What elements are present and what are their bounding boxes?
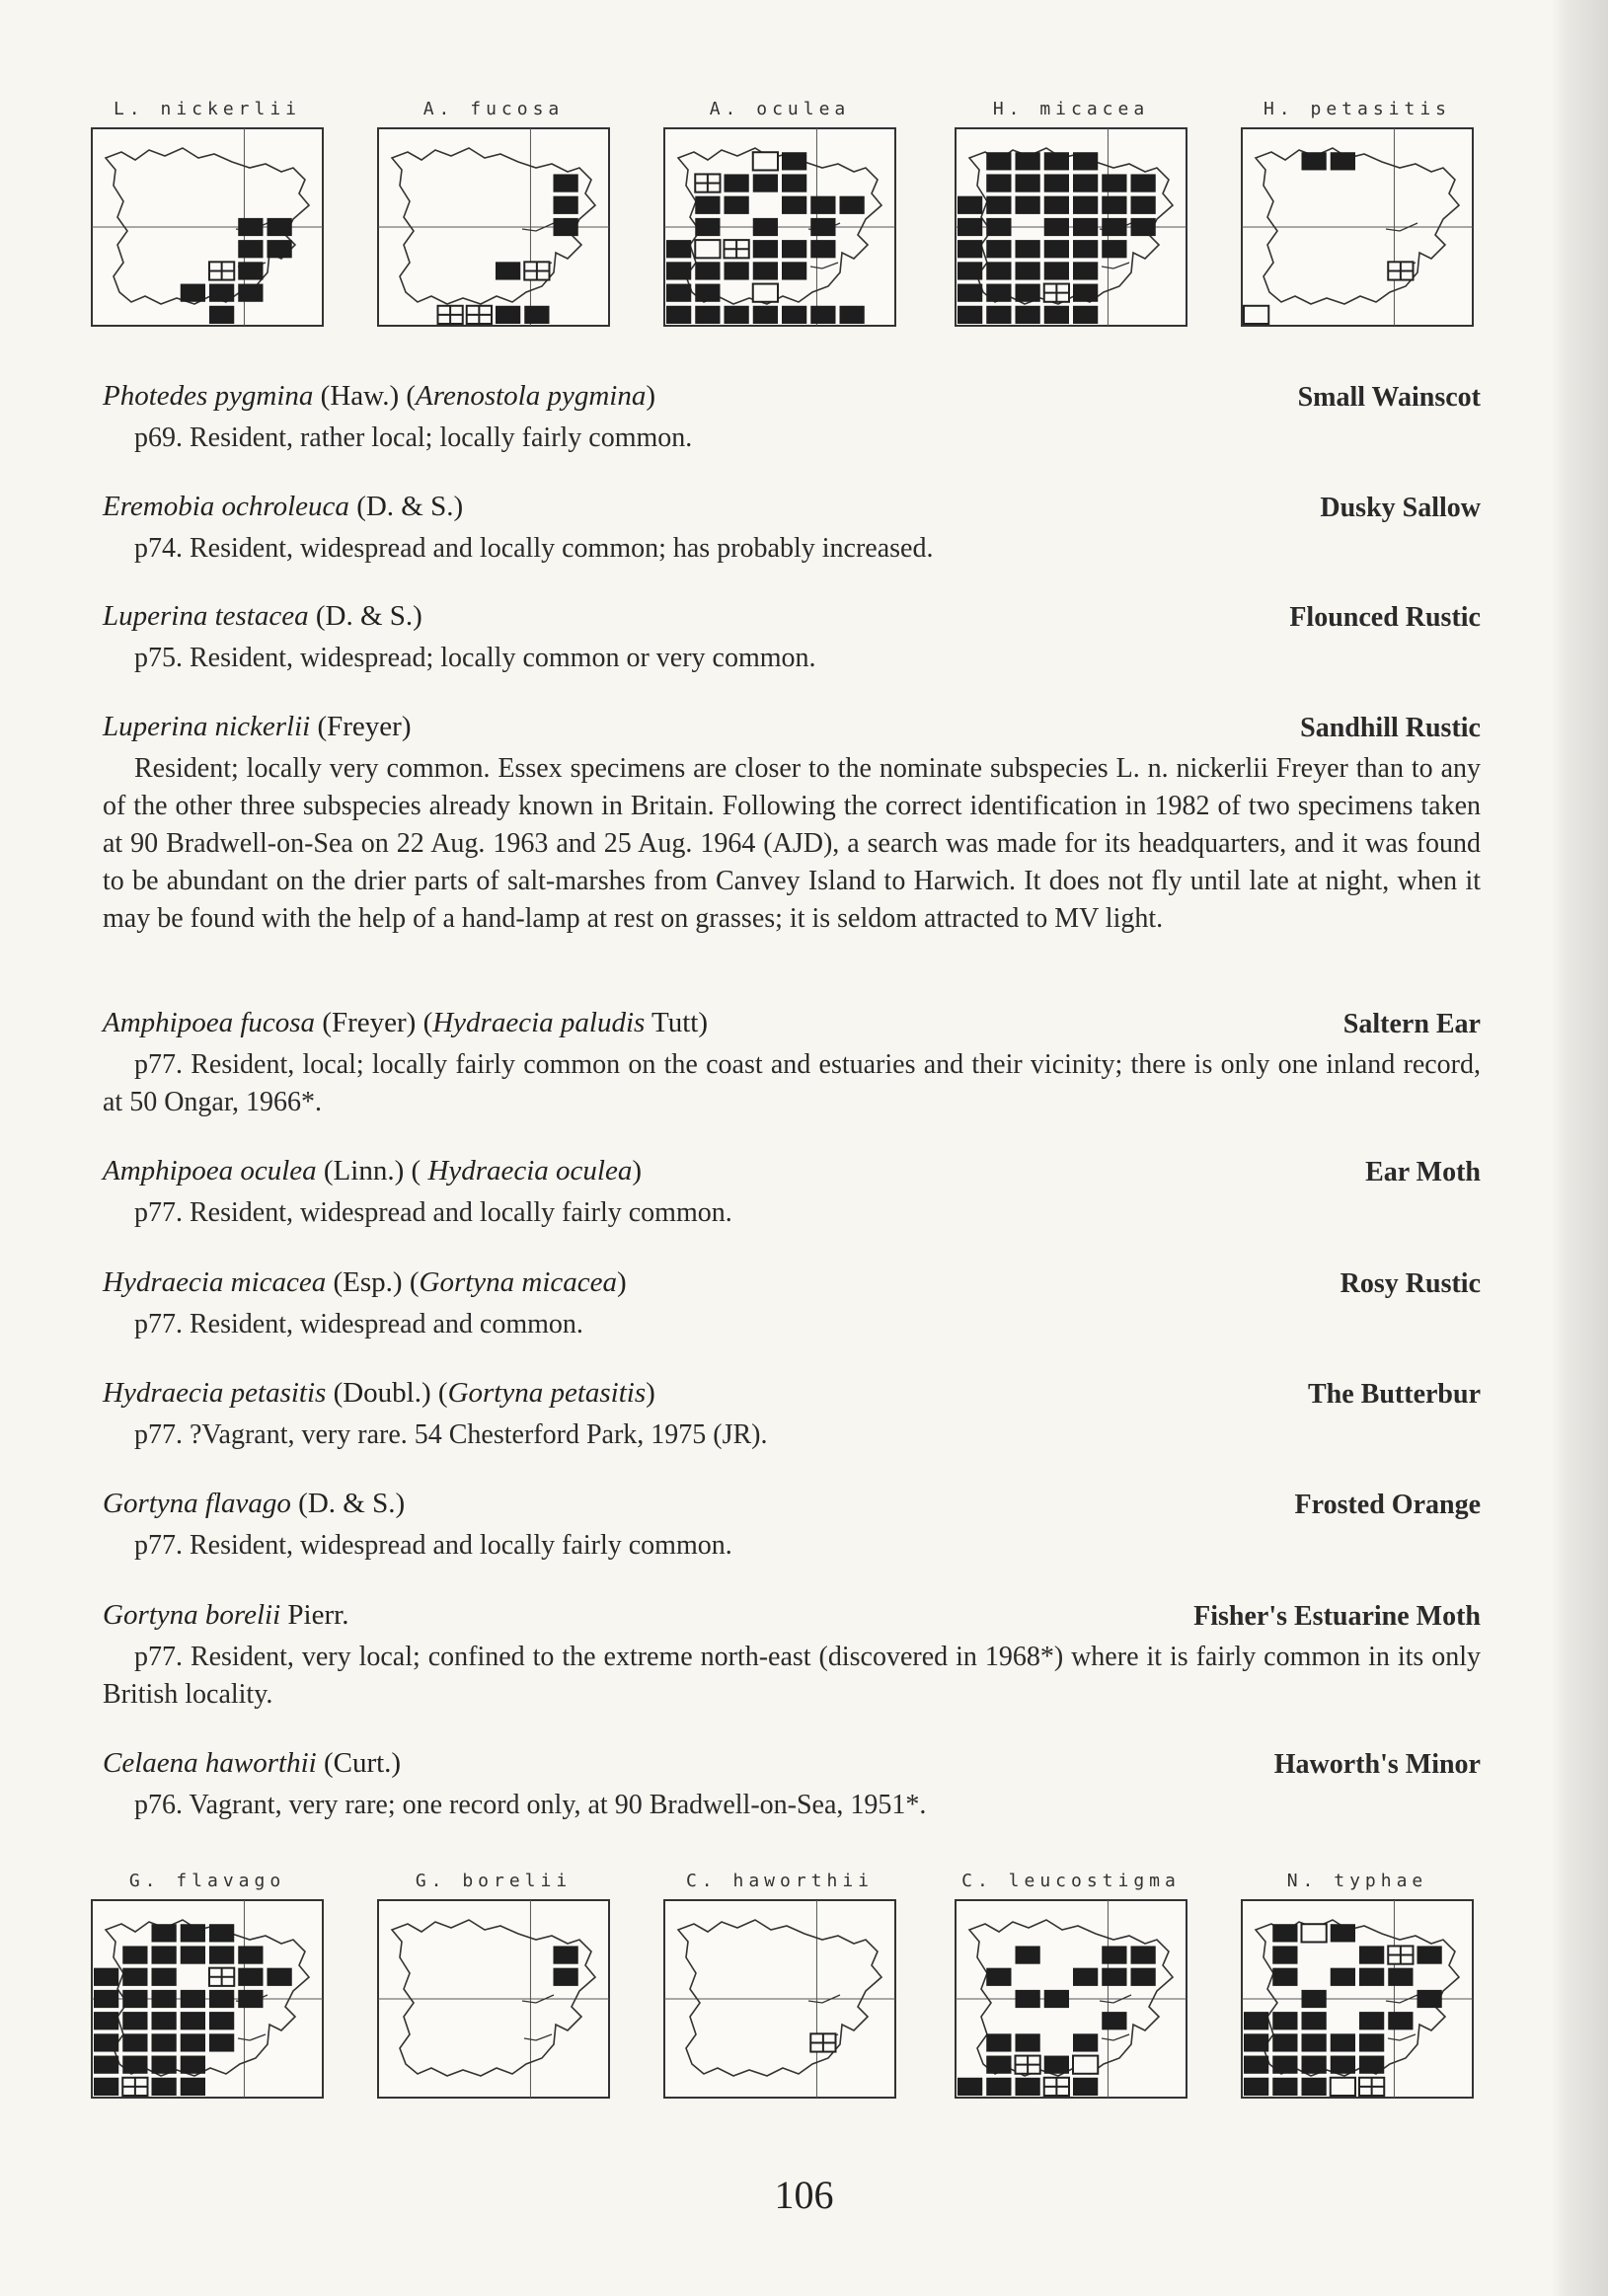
species-text: p77. Resident, widespread and locally fairly common. (134, 1197, 732, 1228)
species-entry (103, 1747, 1481, 1824)
record-square (122, 2012, 147, 2029)
english-name: Fisher's Estuarine Moth (1193, 1601, 1481, 1632)
record-square (1044, 240, 1069, 258)
record-square (753, 306, 778, 324)
english-name: Flounced Rustic (1289, 602, 1481, 633)
record-square (725, 306, 749, 324)
english-name: Ear Moth (1365, 1157, 1481, 1187)
record-square (1331, 2033, 1355, 2051)
record-square (181, 1990, 205, 2008)
species-text: Resident; locally very common. Essex specimens are closer to the nominate subspecies L. n. nickerlii Freyer than to any of the other three subspecies already known in Britain. Following the correct identification in 1982 of two specimens taken at 90 Bradwell-on-Sea on 22 Aug. 1963 and 25 Aug. 1964 (AJD), a search was made for its headquarters, and it was found to be abundant on the drier parts of salt-marshes from Canvey Island to Harwich. It does not fly until late at night, when it may be found with the help of a hand-lamp at rest on grasses; it is seldom attracted to MV light. (103, 753, 1481, 934)
record-square (986, 284, 1011, 302)
record-square (1016, 196, 1040, 214)
map-svg (370, 124, 617, 332)
record-square (986, 2056, 1011, 2074)
record-square (1016, 1946, 1040, 1963)
record-square (986, 1968, 1011, 1986)
english-name: Sandhill Rustic (1300, 713, 1481, 743)
record-square (1331, 1924, 1355, 1942)
record-square (496, 262, 520, 279)
map-label: A. fucosa (422, 99, 565, 119)
record-square (753, 262, 778, 279)
species-entry (103, 1377, 1481, 1454)
record-square (1044, 152, 1069, 170)
record-square (554, 1946, 578, 1963)
map-svg (1234, 1896, 1481, 2104)
record-square (1102, 1968, 1126, 1986)
record-square (152, 1924, 177, 1942)
map-label: N. typhae (1286, 1871, 1428, 1891)
record-square (181, 2056, 205, 2074)
record-square (666, 240, 691, 258)
record-square (782, 240, 806, 258)
record-square (181, 1924, 205, 1942)
record-square (122, 1946, 147, 1963)
record-square (1244, 2078, 1268, 2096)
scientific-name-line: Amphipoea oculea (Linn.) ( Hydraecia oculea) (103, 1155, 643, 1186)
record-square (1016, 174, 1040, 191)
record-square (957, 284, 982, 302)
record-square (695, 284, 720, 302)
record-square (1272, 2012, 1297, 2029)
record-square (1417, 1946, 1442, 1963)
distribution-map (948, 99, 1194, 332)
record-square (753, 240, 778, 258)
species-text: p69. Resident, rather local; locally fairly common. (134, 422, 693, 453)
page-number: 106 (774, 2173, 834, 2217)
scientific-name-line: Luperina nickerlii (Freyer) (103, 711, 412, 742)
map-svg (370, 1896, 617, 2104)
record-square (554, 196, 578, 214)
species-text: p76. Vagrant, very rare; one record only, at 90 Bradwell-on-Sea, 1951*. (134, 1790, 927, 1820)
distribution-maps-top (0, 99, 1608, 336)
record-square (695, 306, 720, 324)
record-square (1016, 262, 1040, 279)
distribution-map (948, 1871, 1194, 2104)
record-square (986, 2033, 1011, 2051)
record-square (554, 218, 578, 236)
record-square (782, 196, 806, 214)
record-square (1016, 240, 1040, 258)
record-square (1044, 218, 1069, 236)
species-text: p77. Resident, widespread and common. (134, 1309, 583, 1339)
distribution-map (370, 1871, 617, 2104)
record-square (122, 2056, 147, 2074)
record-square (1359, 2056, 1384, 2074)
record-square (782, 262, 806, 279)
map-label: L. nickerlii (113, 99, 302, 119)
species-entry (103, 711, 1481, 938)
record-square (1131, 174, 1156, 191)
record-square (122, 1990, 147, 2008)
record-square (94, 2033, 118, 2051)
record-square (840, 306, 865, 324)
scientific-name-line: Celaena haworthii (Curt.) (103, 1747, 402, 1779)
record-square (986, 240, 1011, 258)
species-text: p77. ?Vagrant, very rare. 54 Chesterford Park, 1975 (JR). (134, 1419, 768, 1450)
record-square (1073, 2033, 1098, 2051)
record-square (94, 1968, 118, 1986)
record-square-open (753, 152, 778, 170)
record-square (1044, 262, 1069, 279)
scientific-name-line: Luperina testacea (D. & S.) (103, 600, 422, 632)
record-square (666, 262, 691, 279)
record-square (238, 262, 263, 279)
map-label: H. petasitis (1263, 99, 1452, 119)
record-square (1102, 218, 1126, 236)
record-square (1302, 2033, 1327, 2051)
record-square (695, 218, 720, 236)
record-square (181, 284, 205, 302)
record-square (1073, 218, 1098, 236)
record-square (94, 2012, 118, 2029)
record-square (725, 196, 749, 214)
record-square (1073, 284, 1098, 302)
species-entry (103, 1007, 1481, 1121)
record-square (957, 218, 982, 236)
record-square (725, 262, 749, 279)
record-square (1016, 2078, 1040, 2096)
record-square (1073, 262, 1098, 279)
record-square (152, 2033, 177, 2051)
record-square (1417, 1990, 1442, 2008)
record-square-open (1331, 2078, 1355, 2096)
english-name: The Butterbur (1308, 1379, 1481, 1410)
record-square (1102, 240, 1126, 258)
species-entry (103, 1266, 1481, 1343)
species-entry (103, 380, 1481, 457)
record-square (957, 306, 982, 324)
distribution-map (656, 1871, 903, 2104)
english-name: Saltern Ear (1342, 1009, 1481, 1039)
record-square (782, 174, 806, 191)
record-square (209, 1990, 234, 2008)
scientific-name-line: Eremobia ochroleuca (D. & S.) (103, 491, 464, 522)
english-name: Small Wainscot (1297, 382, 1481, 413)
record-square (1044, 174, 1069, 191)
record-square (94, 2056, 118, 2074)
record-square (152, 1946, 177, 1963)
record-square (238, 1968, 263, 1986)
record-square (1302, 2078, 1327, 2096)
record-square (181, 2078, 205, 2096)
record-square (782, 306, 806, 324)
english-name: Haworth's Minor (1273, 1749, 1481, 1780)
record-square (753, 174, 778, 191)
record-square (1331, 1968, 1355, 1986)
species-text: p77. Resident, local; locally fairly common on the coast and estuaries and their vicinity; there is only one inland record, at 50 Ongar, 1966*. (103, 1049, 1481, 1117)
record-square (1102, 1946, 1126, 1963)
record-square (695, 262, 720, 279)
record-square (496, 306, 520, 324)
record-square (1272, 1946, 1297, 1963)
record-square (753, 218, 778, 236)
record-square (986, 196, 1011, 214)
record-square (1244, 2033, 1268, 2051)
record-square (122, 2033, 147, 2051)
record-square (986, 152, 1011, 170)
record-square (1044, 1990, 1069, 2008)
record-square-open (1073, 2056, 1098, 2074)
map-svg (656, 124, 903, 332)
record-square-open (753, 284, 778, 302)
record-square (1073, 306, 1098, 324)
map-label: H. micacea (992, 99, 1150, 119)
record-square (1016, 284, 1040, 302)
record-square (1388, 1968, 1413, 1986)
record-square (1272, 1924, 1297, 1942)
scientific-name-line: Amphipoea fucosa (Freyer) (Hydraecia paludis Tutt) (103, 1007, 708, 1038)
record-square (1102, 196, 1126, 214)
record-square (810, 240, 835, 258)
distribution-map (84, 1871, 331, 2104)
record-square (1359, 2012, 1384, 2029)
record-square (209, 306, 234, 324)
record-square (1302, 2056, 1327, 2074)
record-square (1044, 306, 1069, 324)
distribution-map (84, 99, 331, 332)
record-square (725, 174, 749, 191)
record-square (1016, 2033, 1040, 2051)
scientific-name-line: Gortyna flavago (D. & S.) (103, 1488, 406, 1519)
record-square (1044, 196, 1069, 214)
scientific-name-line: Hydraecia micacea (Esp.) (Gortyna micacea) (103, 1266, 627, 1298)
record-square (1244, 2056, 1268, 2074)
record-square (1131, 1946, 1156, 1963)
record-square (840, 196, 865, 214)
record-square (1073, 1968, 1098, 1986)
record-square (268, 1968, 292, 1986)
record-square (1244, 2012, 1268, 2029)
map-label: C. haworthii (685, 1871, 875, 1891)
record-square (1073, 152, 1098, 170)
record-square (209, 284, 234, 302)
record-square (1073, 174, 1098, 191)
record-square (209, 1946, 234, 1963)
record-square (152, 2056, 177, 2074)
record-square (1302, 1990, 1327, 2008)
record-square (94, 1990, 118, 2008)
record-square (94, 2078, 118, 2096)
record-square-open (695, 240, 720, 258)
record-square (1388, 2012, 1413, 2029)
record-square (957, 2078, 982, 2096)
record-square (238, 240, 263, 258)
distribution-maps-bottom (0, 1871, 1608, 2107)
record-square (695, 196, 720, 214)
distribution-map (1234, 1871, 1481, 2104)
record-square (238, 284, 263, 302)
record-square (1102, 2012, 1126, 2029)
record-square (1131, 1968, 1156, 1986)
record-square (957, 262, 982, 279)
record-square (1272, 2078, 1297, 2096)
species-entry (103, 600, 1481, 677)
record-square (986, 174, 1011, 191)
species-entry (103, 1488, 1481, 1565)
record-square (986, 218, 1011, 236)
record-square (268, 240, 292, 258)
english-name: Rosy Rustic (1340, 1268, 1481, 1299)
record-square (181, 1946, 205, 1963)
map-svg (1234, 124, 1481, 332)
record-square (238, 1946, 263, 1963)
record-square (666, 306, 691, 324)
record-square (1359, 2033, 1384, 2051)
species-entry (103, 1599, 1481, 1714)
record-square (209, 2012, 234, 2029)
record-square (1044, 2056, 1069, 2074)
record-square (1272, 2033, 1297, 2051)
scientific-name-line: Hydraecia petasitis (Doubl.) (Gortyna petasitis) (103, 1377, 655, 1409)
record-square-open (1302, 1924, 1327, 1942)
species-text: p77. Resident, very local; confined to the extreme north-east (discovered in 1968*) where it is fairly common in its only British locality. (103, 1642, 1481, 1710)
record-square-open (1244, 306, 1268, 324)
species-text: p75. Resident, widespread; locally common or very common. (134, 643, 816, 673)
record-square (238, 1990, 263, 2008)
map-label: G. flavago (128, 1871, 286, 1891)
map-svg (948, 124, 1194, 332)
distribution-map (1234, 99, 1481, 332)
record-square (1073, 196, 1098, 214)
record-square (152, 2078, 177, 2096)
record-square (1131, 196, 1156, 214)
record-square (986, 2078, 1011, 2096)
record-square (1272, 2056, 1297, 2074)
english-name: Dusky Sallow (1320, 493, 1481, 523)
record-square (1016, 306, 1040, 324)
record-square (152, 2012, 177, 2029)
record-square (554, 174, 578, 191)
record-square (1016, 1990, 1040, 2008)
record-square (181, 2012, 205, 2029)
record-square (810, 196, 835, 214)
record-square (1073, 2078, 1098, 2096)
record-square (1016, 152, 1040, 170)
species-entry (103, 491, 1481, 568)
map-svg (948, 1896, 1194, 2104)
record-square (152, 1968, 177, 1986)
record-square (1302, 2012, 1327, 2029)
record-square (782, 152, 806, 170)
record-square (1272, 1968, 1297, 1986)
record-square (1102, 174, 1126, 191)
map-svg (656, 1896, 903, 2104)
map-svg (84, 124, 331, 332)
record-square (810, 306, 835, 324)
record-square (209, 2033, 234, 2051)
record-square (957, 196, 982, 214)
record-square (957, 240, 982, 258)
species-text: p77. Resident, widespread and locally fairly common. (134, 1530, 732, 1561)
record-square (1331, 2056, 1355, 2074)
record-square (152, 1990, 177, 2008)
english-name: Frosted Orange (1294, 1490, 1481, 1520)
scientific-name-line: Gortyna borelii Pierr. (103, 1599, 349, 1631)
record-square (268, 218, 292, 236)
record-square (1331, 152, 1355, 170)
record-square (810, 218, 835, 236)
record-square (666, 284, 691, 302)
record-square (238, 218, 263, 236)
record-square (554, 1968, 578, 1986)
record-square (524, 306, 549, 324)
record-square (122, 1968, 147, 1986)
record-square (1131, 218, 1156, 236)
distribution-map (370, 99, 617, 332)
record-square (1073, 240, 1098, 258)
record-square (986, 306, 1011, 324)
species-entry (103, 1155, 1481, 1232)
map-label: A. oculea (709, 99, 851, 119)
record-square (1359, 1946, 1384, 1963)
map-label: C. leucostigma (961, 1871, 1181, 1891)
map-label: G. borelii (415, 1871, 573, 1891)
map-svg (84, 1896, 331, 2104)
record-square (209, 1924, 234, 1942)
distribution-map (656, 99, 903, 332)
record-square (1359, 1968, 1384, 1986)
species-text: p74. Resident, widespread and locally common; has probably increased. (134, 533, 934, 564)
record-square (181, 2033, 205, 2051)
record-square (1302, 152, 1327, 170)
record-square (986, 262, 1011, 279)
scientific-name-line: Photedes pygmina (Haw.) (Arenostola pygmina) (103, 380, 656, 412)
